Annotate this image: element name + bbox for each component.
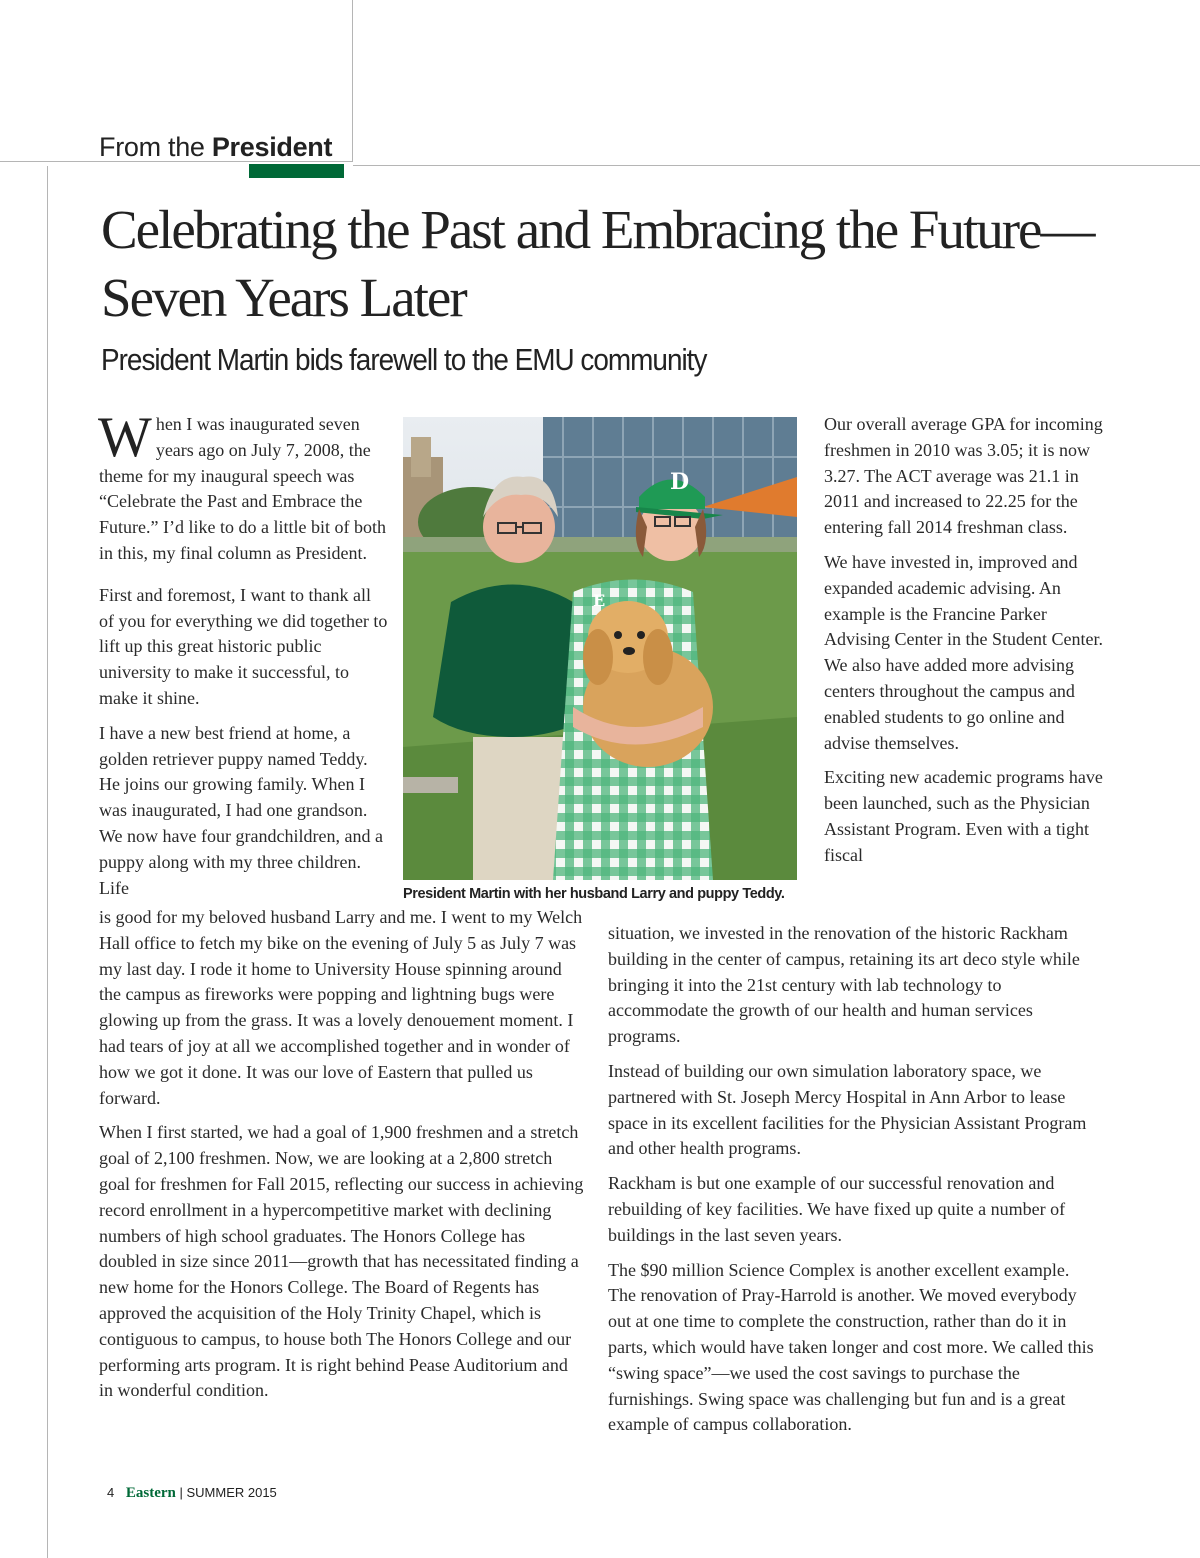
page-number: 4 — [107, 1485, 115, 1500]
column-right-bottom — [608, 921, 1098, 1447]
shirt-logo: E — [593, 591, 606, 610]
photo-illustration — [403, 417, 797, 880]
paragraph-intro-text: hen I was inaugurated seven years ago on July 7, 2008, the theme for my inaugural speech was “Celebrate the Past and Embrace the Future.” I’d like to do a little bit of both in this, my final column as President. — [99, 414, 386, 563]
cap-logo: D — [670, 469, 690, 495]
drop-cap: W — [98, 406, 152, 469]
issue-label: | SUMMER 2015 — [179, 1485, 277, 1500]
column-left-bottom — [99, 905, 584, 1413]
margin-rule — [47, 166, 48, 1558]
paragraph-intro — [98, 406, 389, 567]
paragraph-rackham: situation, we invested in the renovation of the historic Rackham building in the center of campus, retaining its art deco style while bringing it into the 21st century with lab technology to accommodate the growth of our health and human services programs. — [608, 923, 1080, 1047]
article-title: Celebrating the Past and Embracing the Future—Seven Years Later — [101, 199, 1094, 328]
section-prefix: From the — [99, 132, 205, 162]
article-subtitle: President Martin bids farewell to the EMU community — [101, 342, 707, 377]
page-footer — [107, 1485, 277, 1502]
column-left-top — [98, 406, 389, 910]
paragraph-renovation: Rackham is but one example of our successful renovation and rebuilding of key facilities. We have fixed up quite a number of buildings in the last seven years. — [608, 1173, 1066, 1245]
paragraph-programs-start: Exciting new academic programs have been launched, such as the Physician Assistant Program. Even with a tight fiscal — [824, 767, 1103, 865]
magazine-name: Eastern — [125, 1485, 176, 1501]
photo-caption: President Martin with her husband Larry and puppy Teddy. — [403, 886, 785, 902]
section-label — [99, 132, 332, 163]
section-bold: President — [211, 132, 333, 162]
header-rule — [353, 165, 1200, 166]
paragraph-advising: We have invested in, improved and expanded academic advising. An example is the Francine Parker Advising Center in the Student Center. We also have added more advising centers throughout the campus and enabled students to go online and advise themselves. — [824, 551, 1103, 753]
paragraph-gpa: Our overall average GPA for incoming freshmen in 2010 was 3.05; it is now 3.27. The ACT average was 21.1 in 2011 and increased to 22.25 for the entering fall 2014 freshman class. — [824, 414, 1103, 538]
paragraph-teddy-start: I have a new best friend at home, a golden retriever puppy named Teddy. He joins our growing family. When I was inaugurated, I had one grandson. We now have four grandchildren, and a puppy along with my three children. Life — [99, 722, 383, 898]
paragraph-teddy-end: is good for my beloved husband Larry and me. I went to my Welch Hall office to fetch my bike on the evening of July 5 as July 7 was my last day. I rode it home to University House spinning around the campus as fireworks were popping and lightning bugs were glowing up from the grass. It was a lovely denouement moment. I had tears of joy at all we accomplished together and in wonder of how we got it done. It was our love of Eastern that pulled us forward. — [99, 907, 583, 1108]
paragraph-thanks: First and foremost, I want to thank all of you for everything we did together to lift up this great historic public university to make it successful, to make it shine. — [99, 584, 388, 708]
paragraph-enrollment: When I first started, we had a goal of 1,900 freshmen and a stretch goal of 2,100 freshmen. Now, we are looking at a 2,800 stretch goal for freshmen for Fall 2015, reflecting our success in achieving record enrollment in a hypercompetitive market with declining numbers of high school graduates. The Honors College has doubled in size since 2011—growth that has necessitated finding a new home for the Honors College. The Board of Regents has approved the acquisition of the Holy Trinity Chapel, which is contiguous to campus, to house both The Honors College and our performing arts program. It is right behind Pease Auditorium and in wonderful condition. — [99, 1122, 584, 1401]
section-accent-bar — [249, 164, 344, 178]
article-photo — [403, 417, 797, 880]
paragraph-simulation: Instead of building our own simulation laboratory space, we partnered with St. Joseph Mercy Hospital in Ann Arbor to lease space in its excellent facilities for the Physician Assistant Program and other health programs. — [608, 1060, 1087, 1159]
column-right-top — [824, 412, 1104, 878]
paragraph-science-complex: The $90 million Science Complex is another excellent example. The renovation of Pray-Harrold is another. We moved everybody out at one time to complete the construction, rather than do it in parts, which would have taken longer and cost more. We called this “swing space”—we used the cost savings to purchase the furnishings. Swing space was challenging but fun and is a great example of campus collaboration. — [608, 1259, 1094, 1435]
